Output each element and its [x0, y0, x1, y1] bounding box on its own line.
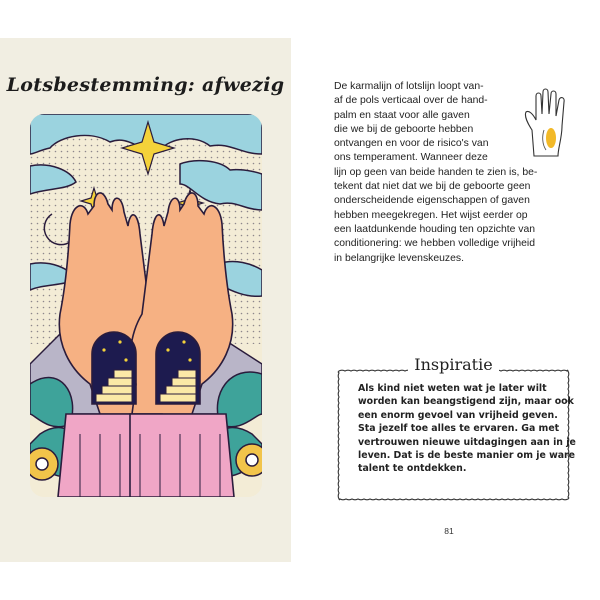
inspiration-box	[336, 355, 576, 502]
page-number: 81	[444, 526, 454, 536]
inspiration-heading-wrap	[336, 355, 571, 374]
body-line: lijn op geen van beide handen te zien is, be-	[334, 166, 538, 178]
inspiration-text	[358, 382, 576, 476]
inspiration-line: vertrouwen nieuwe uitdagingen aan in je	[358, 436, 576, 448]
hands-with-staircase-illustration	[30, 114, 262, 497]
inspiration-heading: Inspiratie	[408, 355, 498, 374]
body-text	[334, 80, 576, 266]
body-line: tekent dat niet dat we bij de geboorte geen	[334, 181, 531, 193]
inspiration-line: worden kan beangstigend zijn, maar ook	[358, 396, 574, 408]
inspiration-line: Als kind niet weten wat je later wilt	[358, 383, 547, 394]
body-line: hebben meegekregen. Het wijst eerder op	[334, 209, 528, 221]
left-page	[0, 38, 291, 562]
inspiration-line: Sta jezelf toe alles te ervaren. Ga met	[358, 423, 560, 435]
body-line: De karmalijn of lotslijn loopt van-	[334, 81, 484, 92]
body-line: in belangrijke levenskeuzes.	[334, 252, 464, 264]
inspiration-line: leven. Dat is de beste manier om je ware	[358, 450, 576, 462]
body-line: af de pols verticaal over de hand-	[334, 95, 488, 107]
inspiration-line: een enorm gevoel van vrijheid geven.	[358, 409, 558, 421]
body-line: ons temperament. Wanneer deze	[334, 152, 488, 164]
body-line: die we bij de geboorte hebben	[334, 123, 474, 135]
card-illustration-svg	[30, 114, 262, 497]
body-line: conditionering: we hebben volledige vrijheid	[334, 238, 536, 250]
body-line: palm en staat voor alle gaven	[334, 109, 470, 121]
body-line: ontvangen en voor de risico's van	[334, 138, 489, 150]
right-page	[300, 38, 600, 562]
inspiration-line: talent te ontdekken.	[358, 463, 467, 475]
body-line: onderscheidende eigenschappen of gaven	[334, 195, 530, 207]
card-title: Lotsbestemming: afwezig	[6, 74, 285, 96]
body-line: een laatdunkende houding ten opzichte van	[334, 223, 536, 235]
